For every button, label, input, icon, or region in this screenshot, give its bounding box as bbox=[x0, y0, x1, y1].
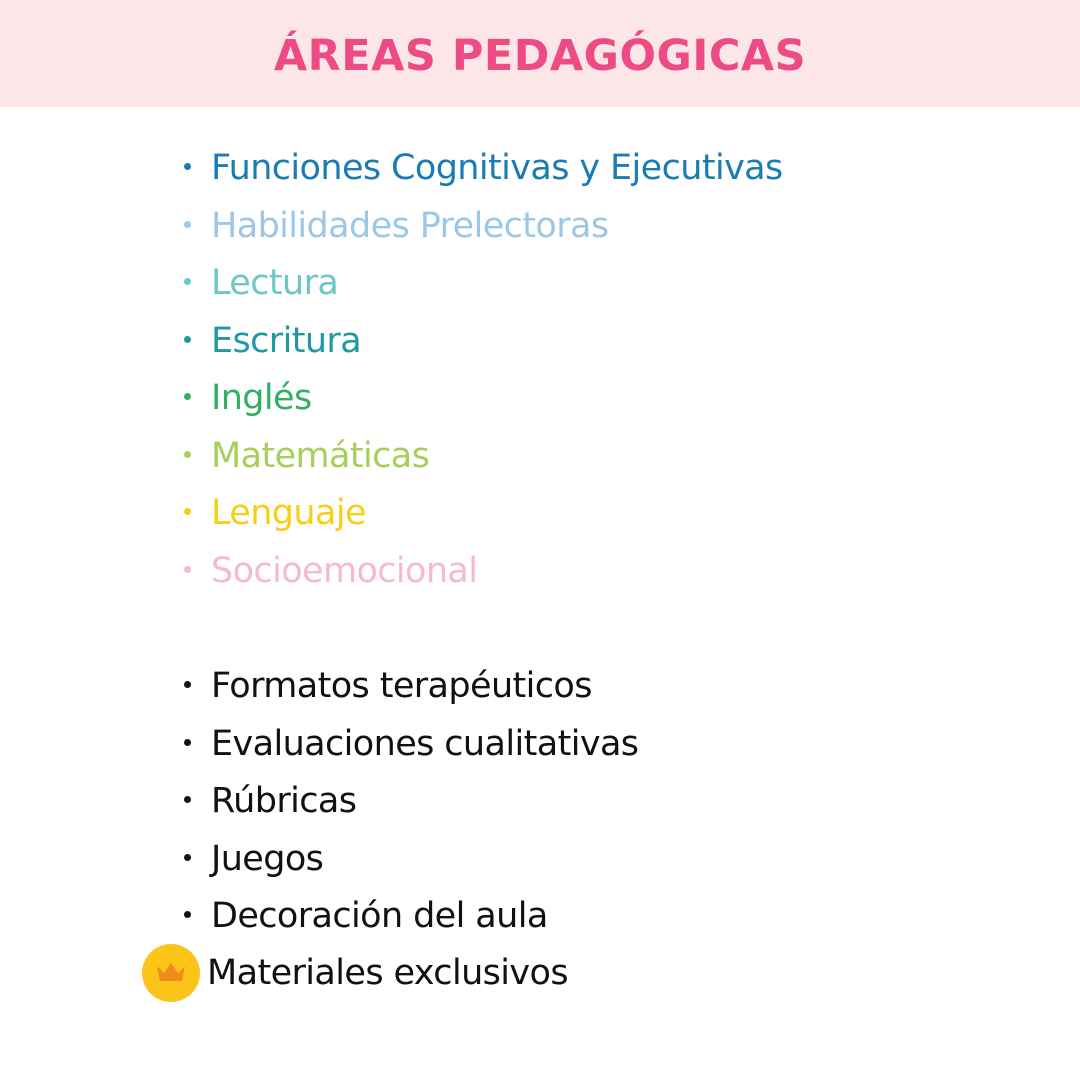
resource-item bbox=[0, 887, 1080, 945]
bullet-icon bbox=[184, 393, 191, 400]
area-item bbox=[0, 312, 1080, 370]
bullet-icon bbox=[184, 566, 191, 573]
bullet-icon bbox=[184, 163, 191, 170]
resource-label: Juegos bbox=[211, 838, 324, 879]
page-title: ÁREAS PEDAGÓGICAS bbox=[273, 30, 807, 81]
bullet-icon bbox=[184, 508, 191, 515]
area-item bbox=[0, 484, 1080, 542]
bullet-icon bbox=[184, 796, 191, 803]
resource-label: Rúbricas bbox=[211, 781, 357, 821]
header-banner bbox=[0, 0, 1080, 107]
resource-label: Evaluaciones cualitativas bbox=[211, 723, 639, 764]
resource-label: Formatos terapéuticos bbox=[211, 666, 592, 706]
area-label: Habilidades Prelectoras bbox=[211, 205, 609, 246]
bullet-icon bbox=[184, 681, 191, 688]
area-label: Escritura bbox=[211, 320, 362, 361]
area-label: Lectura bbox=[211, 263, 339, 303]
area-item bbox=[0, 254, 1080, 312]
bullet-icon bbox=[184, 451, 191, 458]
bullet-icon bbox=[184, 911, 191, 918]
area-item bbox=[0, 369, 1080, 427]
bullet-icon bbox=[184, 336, 191, 343]
bullet-icon bbox=[184, 278, 191, 285]
resource-label: Decoración del aula bbox=[211, 896, 548, 936]
bullet-icon bbox=[184, 739, 191, 746]
crown-icon bbox=[154, 960, 188, 986]
area-item bbox=[0, 427, 1080, 485]
resource-item bbox=[0, 657, 1080, 715]
area-label: Lenguaje bbox=[211, 493, 366, 533]
exclusive-materials-label: Materiales exclusivos bbox=[207, 953, 568, 993]
bullet-icon bbox=[184, 854, 191, 861]
area-label: Matemáticas bbox=[211, 435, 430, 476]
resource-item bbox=[0, 772, 1080, 830]
bullet-icon bbox=[184, 221, 191, 228]
area-item bbox=[0, 139, 1080, 197]
area-label: Socioemocional bbox=[211, 550, 478, 591]
area-item bbox=[0, 197, 1080, 255]
area-label: Funciones Cognitivas y Ejecutivas bbox=[211, 148, 783, 188]
resource-item bbox=[0, 715, 1080, 773]
area-label: Inglés bbox=[211, 378, 312, 418]
resource-item bbox=[0, 830, 1080, 888]
crown-badge bbox=[142, 944, 200, 1002]
area-item bbox=[0, 542, 1080, 600]
